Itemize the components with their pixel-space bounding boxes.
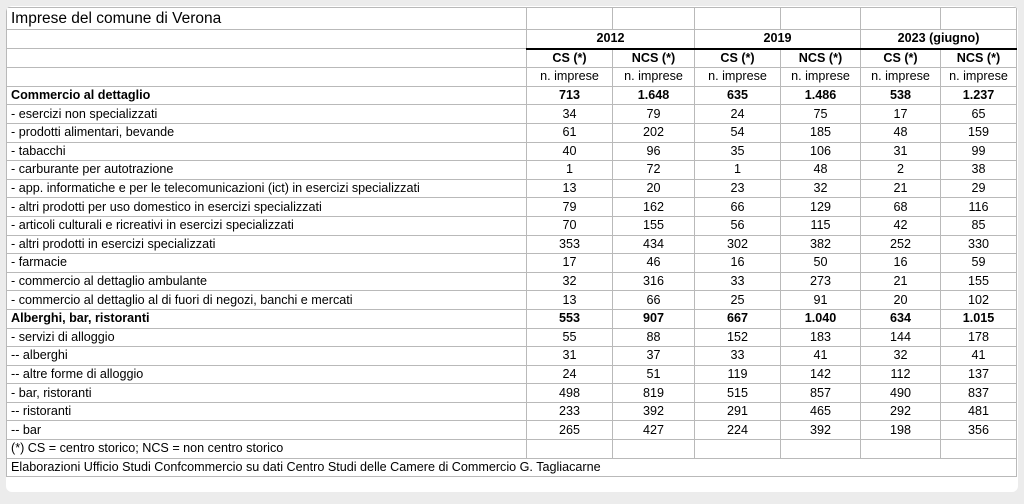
value-cell: 119 <box>695 365 781 384</box>
value-cell: 31 <box>861 142 941 161</box>
unit-label: n. imprese <box>527 68 613 87</box>
row-label: - esercizi non specializzati <box>7 105 527 124</box>
value-cell: 91 <box>781 291 861 310</box>
value-cell: 106 <box>781 142 861 161</box>
value-cell: 427 <box>613 421 695 440</box>
value-cell: 1 <box>527 161 613 180</box>
value-cell: 55 <box>527 328 613 347</box>
value-cell: 837 <box>941 384 1017 403</box>
value-cell: 115 <box>781 216 861 235</box>
value-cell: 112 <box>861 365 941 384</box>
value-cell: 155 <box>613 216 695 235</box>
row-label: -- bar <box>7 421 527 440</box>
table-row <box>7 328 1017 347</box>
footnote-row <box>7 440 1017 459</box>
section-total-row <box>7 309 1017 328</box>
value-cell: 20 <box>613 179 695 198</box>
value-cell: 907 <box>613 309 695 328</box>
year-header-2012: 2012 <box>527 30 695 49</box>
row-label: Commercio al dettaglio <box>7 86 527 105</box>
value-cell: 31 <box>527 347 613 366</box>
value-cell: 85 <box>941 216 1017 235</box>
value-cell: 88 <box>613 328 695 347</box>
row-label: -- altre forme di alloggio <box>7 365 527 384</box>
value-cell: 1.237 <box>941 86 1017 105</box>
unit-header-row <box>7 68 1017 87</box>
legend-note: (*) CS = centro storico; NCS = non centro storico <box>7 440 527 459</box>
source-note: Elaborazioni Ufficio Studi Confcommercio su dati Centro Studi delle Camere di Commercio G. Tagliacarne <box>7 458 1017 477</box>
row-label: - altri prodotti in esercizi specializzati <box>7 235 527 254</box>
value-cell: 142 <box>781 365 861 384</box>
value-cell: 183 <box>781 328 861 347</box>
value-cell: 224 <box>695 421 781 440</box>
row-label: - altri prodotti per uso domestico in esercizi specializzati <box>7 198 527 217</box>
value-cell: 24 <box>695 105 781 124</box>
table-row <box>7 384 1017 403</box>
value-cell: 32 <box>861 347 941 366</box>
row-label: -- ristoranti <box>7 402 527 421</box>
value-cell: 498 <box>527 384 613 403</box>
spreadsheet-sheet <box>6 6 1018 492</box>
col-header-cs: CS (*) <box>695 49 781 68</box>
value-cell: 13 <box>527 291 613 310</box>
column-header-row <box>7 49 1017 68</box>
value-cell: 538 <box>861 86 941 105</box>
value-cell: 33 <box>695 272 781 291</box>
value-cell: 65 <box>941 105 1017 124</box>
row-label: - prodotti alimentari, bevande <box>7 123 527 142</box>
value-cell: 273 <box>781 272 861 291</box>
table-row <box>7 123 1017 142</box>
value-cell: 61 <box>527 123 613 142</box>
value-cell: 75 <box>781 105 861 124</box>
value-cell: 515 <box>695 384 781 403</box>
value-cell: 1 <box>695 161 781 180</box>
value-cell: 392 <box>781 421 861 440</box>
value-cell: 302 <box>695 235 781 254</box>
row-label: Alberghi, bar, ristoranti <box>7 309 527 328</box>
data-table <box>6 7 1017 477</box>
value-cell: 434 <box>613 235 695 254</box>
value-cell: 17 <box>527 254 613 273</box>
footnote-row <box>7 458 1017 477</box>
value-cell: 37 <box>613 347 695 366</box>
value-cell: 34 <box>527 105 613 124</box>
value-cell: 1.040 <box>781 309 861 328</box>
value-cell: 13 <box>527 179 613 198</box>
value-cell: 465 <box>781 402 861 421</box>
value-cell: 102 <box>941 291 1017 310</box>
value-cell: 265 <box>527 421 613 440</box>
value-cell: 48 <box>781 161 861 180</box>
value-cell: 116 <box>941 198 1017 217</box>
table-row <box>7 291 1017 310</box>
table-row <box>7 161 1017 180</box>
value-cell: 713 <box>527 86 613 105</box>
table-row <box>7 421 1017 440</box>
value-cell: 68 <box>861 198 941 217</box>
table-row <box>7 254 1017 273</box>
value-cell: 17 <box>861 105 941 124</box>
value-cell: 41 <box>781 347 861 366</box>
value-cell: 178 <box>941 328 1017 347</box>
value-cell: 33 <box>695 347 781 366</box>
value-cell: 96 <box>613 142 695 161</box>
value-cell: 155 <box>941 272 1017 291</box>
row-label: - app. informatiche e per le telecomunicazioni (ict) in esercizi specializzati <box>7 179 527 198</box>
value-cell: 382 <box>781 235 861 254</box>
value-cell: 233 <box>527 402 613 421</box>
value-cell: 185 <box>781 123 861 142</box>
value-cell: 16 <box>695 254 781 273</box>
value-cell: 38 <box>941 161 1017 180</box>
year-header-2023: 2023 (giugno) <box>861 30 1017 49</box>
col-header-ncs: NCS (*) <box>941 49 1017 68</box>
table-row <box>7 105 1017 124</box>
value-cell: 198 <box>861 421 941 440</box>
value-cell: 79 <box>527 198 613 217</box>
value-cell: 553 <box>527 309 613 328</box>
value-cell: 35 <box>695 142 781 161</box>
value-cell: 159 <box>941 123 1017 142</box>
title-row <box>7 8 1017 30</box>
value-cell: 50 <box>781 254 861 273</box>
value-cell: 25 <box>695 291 781 310</box>
value-cell: 42 <box>861 216 941 235</box>
value-cell: 70 <box>527 216 613 235</box>
value-cell: 481 <box>941 402 1017 421</box>
table-row <box>7 235 1017 254</box>
row-label: - farmacie <box>7 254 527 273</box>
value-cell: 144 <box>861 328 941 347</box>
row-label: - commercio al dettaglio al di fuori di negozi, banchi e mercati <box>7 291 527 310</box>
unit-label: n. imprese <box>695 68 781 87</box>
value-cell: 252 <box>861 235 941 254</box>
value-cell: 20 <box>861 291 941 310</box>
value-cell: 59 <box>941 254 1017 273</box>
value-cell: 635 <box>695 86 781 105</box>
value-cell: 129 <box>781 198 861 217</box>
unit-label: n. imprese <box>613 68 695 87</box>
row-label: -- alberghi <box>7 347 527 366</box>
table-row <box>7 179 1017 198</box>
table-row <box>7 347 1017 366</box>
value-cell: 819 <box>613 384 695 403</box>
value-cell: 32 <box>781 179 861 198</box>
col-header-cs: CS (*) <box>861 49 941 68</box>
value-cell: 29 <box>941 179 1017 198</box>
value-cell: 2 <box>861 161 941 180</box>
value-cell: 54 <box>695 123 781 142</box>
row-label: - carburante per autotrazione <box>7 161 527 180</box>
value-cell: 41 <box>941 347 1017 366</box>
value-cell: 291 <box>695 402 781 421</box>
value-cell: 667 <box>695 309 781 328</box>
value-cell: 56 <box>695 216 781 235</box>
value-cell: 202 <box>613 123 695 142</box>
value-cell: 162 <box>613 198 695 217</box>
unit-label: n. imprese <box>781 68 861 87</box>
value-cell: 24 <box>527 365 613 384</box>
value-cell: 316 <box>613 272 695 291</box>
value-cell: 490 <box>861 384 941 403</box>
section-total-row <box>7 86 1017 105</box>
value-cell: 48 <box>861 123 941 142</box>
value-cell: 51 <box>613 365 695 384</box>
year-header-row <box>7 30 1017 49</box>
value-cell: 857 <box>781 384 861 403</box>
value-cell: 66 <box>695 198 781 217</box>
table-row <box>7 216 1017 235</box>
value-cell: 292 <box>861 402 941 421</box>
value-cell: 330 <box>941 235 1017 254</box>
value-cell: 634 <box>861 309 941 328</box>
row-label: - bar, ristoranti <box>7 384 527 403</box>
value-cell: 1.648 <box>613 86 695 105</box>
value-cell: 99 <box>941 142 1017 161</box>
col-header-ncs: NCS (*) <box>781 49 861 68</box>
value-cell: 32 <box>527 272 613 291</box>
value-cell: 79 <box>613 105 695 124</box>
value-cell: 353 <box>527 235 613 254</box>
value-cell: 1.486 <box>781 86 861 105</box>
value-cell: 152 <box>695 328 781 347</box>
value-cell: 1.015 <box>941 309 1017 328</box>
table-title: Imprese del comune di Verona <box>7 8 527 30</box>
year-header-2019: 2019 <box>695 30 861 49</box>
value-cell: 72 <box>613 161 695 180</box>
row-label: - commercio al dettaglio ambulante <box>7 272 527 291</box>
unit-label: n. imprese <box>861 68 941 87</box>
table-row <box>7 272 1017 291</box>
row-label: - articoli culturali e ricreativi in esercizi specializzati <box>7 216 527 235</box>
row-label: - tabacchi <box>7 142 527 161</box>
table-row <box>7 198 1017 217</box>
value-cell: 40 <box>527 142 613 161</box>
col-header-ncs: NCS (*) <box>613 49 695 68</box>
value-cell: 46 <box>613 254 695 273</box>
value-cell: 21 <box>861 272 941 291</box>
col-header-cs: CS (*) <box>527 49 613 68</box>
table-row <box>7 402 1017 421</box>
value-cell: 21 <box>861 179 941 198</box>
value-cell: 66 <box>613 291 695 310</box>
value-cell: 16 <box>861 254 941 273</box>
table-row <box>7 142 1017 161</box>
value-cell: 137 <box>941 365 1017 384</box>
unit-label: n. imprese <box>941 68 1017 87</box>
table-row <box>7 365 1017 384</box>
value-cell: 23 <box>695 179 781 198</box>
value-cell: 392 <box>613 402 695 421</box>
row-label: - servizi di alloggio <box>7 328 527 347</box>
value-cell: 356 <box>941 421 1017 440</box>
